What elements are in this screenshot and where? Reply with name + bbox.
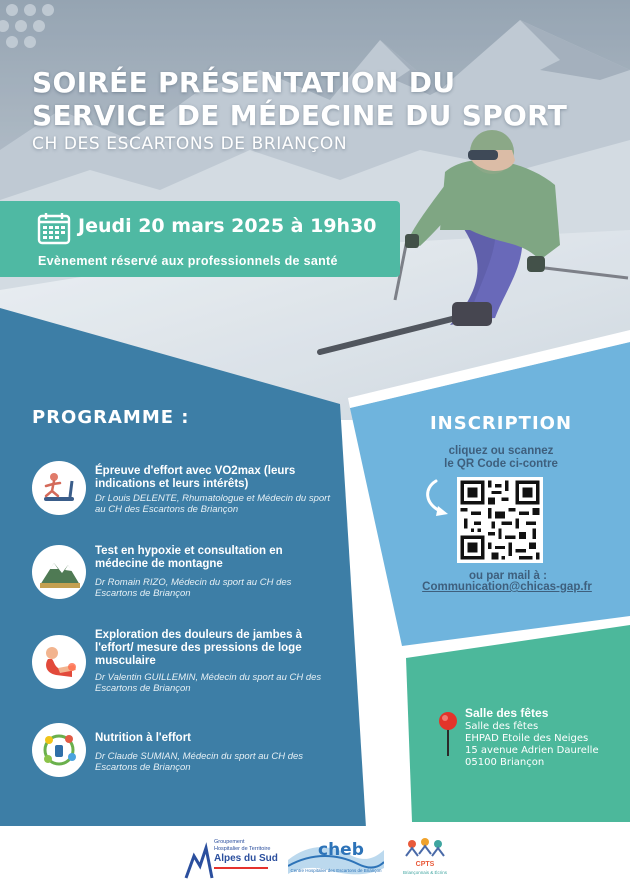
logo2-caption: Centre Hospitalier des Escartons de Briançon <box>290 868 382 873</box>
programme-item-1 <box>95 465 335 515</box>
programme-item-4 <box>95 732 335 773</box>
logo-ght-alpes-du-sud <box>184 836 278 884</box>
programme-item-3 <box>95 629 335 694</box>
cpts-people-icon <box>400 836 450 860</box>
qr-code[interactable] <box>457 477 543 563</box>
mountain-logo-icon <box>184 838 214 882</box>
logo3-name: CPTS <box>415 861 435 868</box>
title-subtitle: CH DES ESCARTONS DE BRIANÇON <box>32 134 348 154</box>
venue-line: 15 avenue Adrien Daurelle <box>465 745 599 756</box>
venue-heading: Salle des fêtes <box>465 706 549 720</box>
programme-item-title: Nutrition à l'effort <box>95 732 192 744</box>
programme-item-2 <box>95 545 335 599</box>
programme-item-speaker: Dr Romain RIZO, Médecin du sport au CH des Escartons de Briançon <box>95 577 292 599</box>
programme-item-speaker: Dr Claude SUMIAN, Médecin du sport au CH des Escartons de Briançon <box>95 751 304 773</box>
venue-line: 05100 Briançon <box>465 757 545 768</box>
mail-label: ou par mail à : <box>469 570 547 582</box>
logo-cpts <box>400 836 450 884</box>
email-link[interactable]: Communication@chicas-gap.fr <box>422 581 592 593</box>
inscription-heading: INSCRIPTION <box>429 413 573 434</box>
programme-item-title: Test en hypoxie et consultation en médecine de montagne <box>95 545 283 570</box>
curved-arrow-icon <box>422 478 452 518</box>
mountain-icon <box>32 545 86 599</box>
logo3-caption: Briançonnais & Écrins <box>402 870 448 875</box>
nutrition-icon <box>32 723 86 777</box>
venue-line: Salle des fêtes <box>465 721 539 732</box>
title-line2: SERVICE DE MÉDECINE DU SPORT <box>32 99 568 132</box>
programme-heading: PROGRAMME : <box>32 407 190 428</box>
programme-item-title: Épreuve d'effort avec VO2max (leurs indications et leurs intérêts) <box>95 465 296 490</box>
programme-item-speaker: Dr Louis DELENTE, Rhumatologue et Médecin du sport au CH des Escartons de Briançon <box>95 493 330 515</box>
logo-cheb <box>288 836 384 884</box>
location-pin-icon <box>436 710 460 758</box>
treadmill-icon <box>32 461 86 515</box>
leg-pain-icon <box>32 635 86 689</box>
event-date: Jeudi 20 mars 2025 à 19h30 <box>78 215 377 237</box>
programme-item-title: Exploration des douleurs de jambes à l'effort/ mesure des pressions de loge musculaire <box>95 629 303 667</box>
inscription-instruction-2: le QR Code ci-contre <box>444 458 558 470</box>
logo1-line1: Groupement <box>214 839 245 845</box>
programme-item-speaker: Dr Valentin GUILLEMIN, Médecin du sport au CH des Escartons de Briançon <box>95 672 322 694</box>
logo2-name: cheb <box>318 840 364 860</box>
logo1-underline <box>214 867 268 869</box>
title-line1: SOIRÉE PRÉSENTATION DU <box>32 66 456 99</box>
inscription-instruction-1: cliquez ou scannez <box>448 445 554 457</box>
event-audience: Evènement réservé aux professionnels de santé <box>38 254 338 268</box>
logo1-line3: Alpes du Sud <box>214 853 278 864</box>
programme-panel <box>0 308 370 893</box>
logo1-line2: Hospitalier de Territoire <box>214 846 271 852</box>
calendar-icon <box>37 211 71 245</box>
venue-line: EHPAD Etoile des Neiges <box>465 733 589 744</box>
